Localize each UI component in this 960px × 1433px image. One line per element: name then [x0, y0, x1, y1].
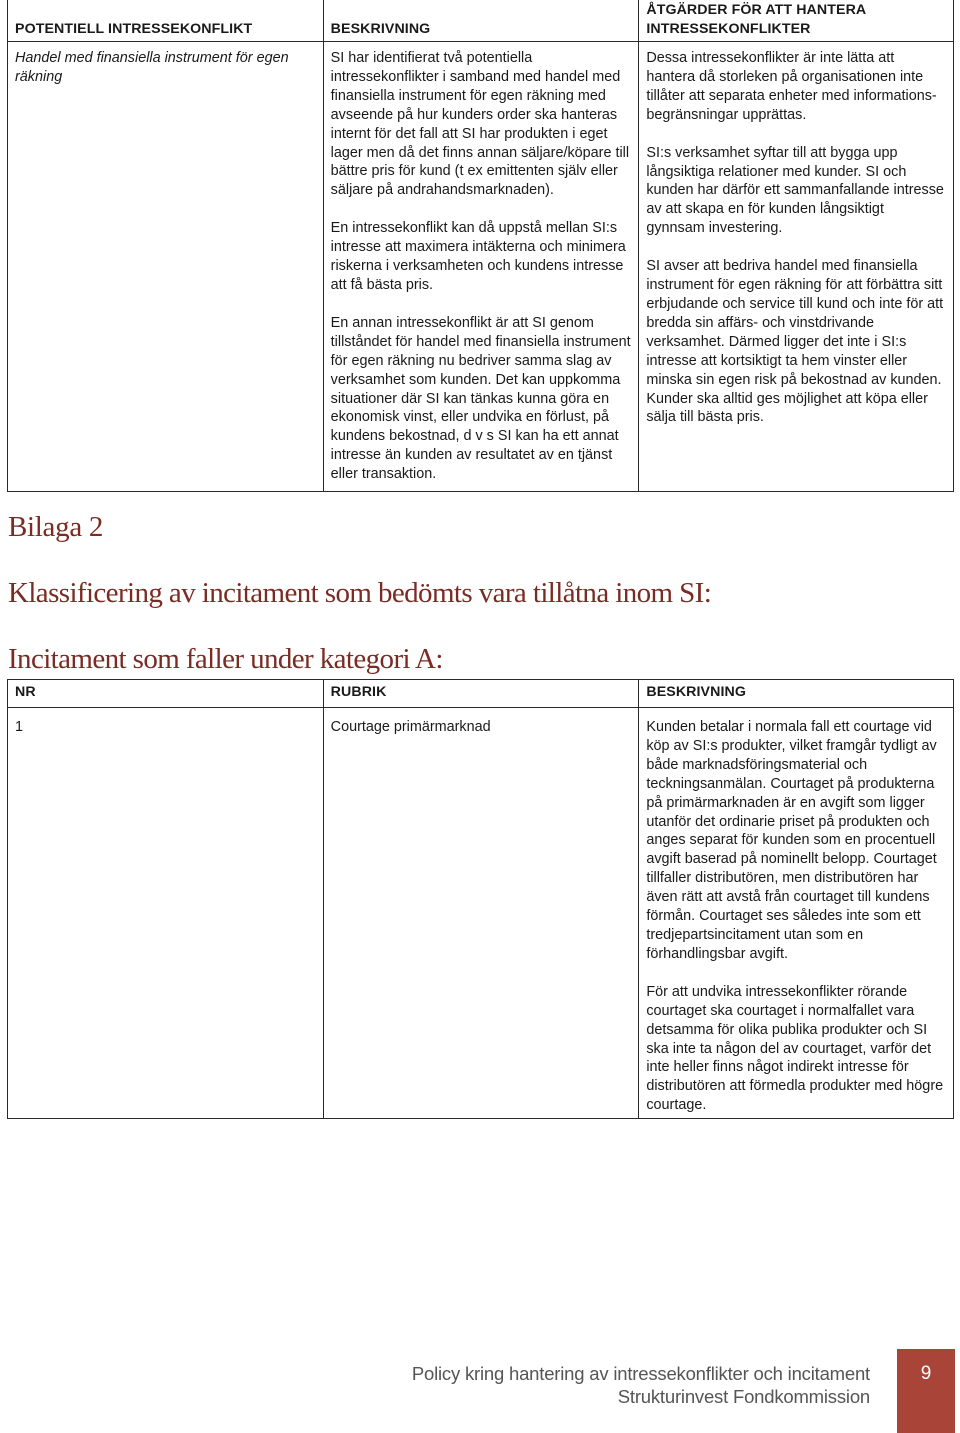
- section-heading: Klassificering av incitament som bedömts vara tillåtna inom SI:: [8, 577, 712, 609]
- incentive-nr: 1: [8, 708, 324, 1119]
- page-number: 9: [920, 1363, 932, 1384]
- subsection-heading: Incitament som faller under kategori A:: [8, 643, 443, 675]
- header-nr: NR: [8, 680, 324, 708]
- incentive-description-cell: [639, 708, 954, 1119]
- table-row: [8, 708, 954, 1119]
- description-paragraph: SI har identifierat två potentiella intressekonflikter i samband med handel med finansiella instrument för egen räkning med avseende på hur kunders order ska hanteras internt för det fall att SI har produkten i eget lager men då det finns annan säljare/köpare till bättre pris för kund (t ex emittenten själv eller säljare på andrahandsmarknaden).: [330, 50, 630, 199]
- conflict-description-cell: [323, 42, 639, 492]
- conflict-table-header-row: [8, 0, 954, 42]
- incentive-rubrik: Courtage primärmarknad: [323, 708, 639, 1119]
- incentive-table-header-row: [8, 680, 954, 708]
- measures-paragraph: SI avser att bedriva handel med finansiella instrument för egen räkning för att förbättra sitt erbjudande och service till kund och inte för att bredda sin affärs- och vinstdrivande verksamhet. Därmed ligger det inte i SI:s intresse att kortsiktigt ta hem vinster eller minska sin egen risk på bekostnad av kunden. Kunder ska alltid ges möjlighet att köpa eller sälja till bästa pris.: [646, 258, 944, 426]
- conflict-name: Handel med finansiella instrument för egen räkning: [8, 42, 324, 492]
- description-paragraph: En intressekonflikt kan då uppstå mellan SI:s intresse att maximera intäkterna och minimera riskerna i verksamheten och kundens intresse att få bästa pris.: [330, 220, 626, 293]
- conflict-measures-cell: [639, 42, 954, 492]
- conflict-table: [7, 0, 954, 492]
- measures-paragraph: SI:s verksamhet syftar till att bygga upp långsiktiga relationer med kunder. SI och kunden har därför ett sammanfallande intresse av att skapa en för kunden långsiktigt gynnsam investering.: [646, 144, 944, 237]
- header-beskrivning: BESKRIVNING: [639, 680, 954, 708]
- footer-document-title: Policy kring hantering av intressekonflikter och incitament: [411, 1363, 870, 1384]
- header-measures: ÅTGÄRDER FÖR ATT HANTERA INTRESSEKONFLIKTER: [639, 0, 954, 42]
- header-description: BESKRIVNING: [323, 0, 639, 42]
- measures-paragraph: Dessa intressekonflikter är inte lätta att hantera då storleken på organisationen inte tillåter att separata enheter med informations-begränsningar upprättas.: [646, 50, 937, 123]
- header-potential-conflict: POTENTIELL INTRESSEKONFLIKT: [8, 0, 324, 42]
- incentive-description-paragraph: Kunden betalar i normala fall ett courtage vid köp av SI:s produkter, vilket framgår tydligt av både marknadsföringsmaterial och teckningsanmälan. Courtaget på produkterna på primärmarknaden är en avgift som ligger utanför det ordinarie priset på produkten och anges separat för kunden som en procentuell avgift baserad på nominellt belopp. Courtaget tillfaller distributören, men distributören har även rätt att avstå från courtaget till kundens förmån. Courtaget ses således inte som ett tredjepartsincitament utan som en förhandlingsbar avgift.: [646, 719, 937, 962]
- page-number-box: [897, 1349, 955, 1433]
- incentive-table: [7, 679, 954, 1119]
- footer-company-name: Strukturinvest Fondkommission: [617, 1386, 870, 1407]
- header-rubrik: RUBRIK: [323, 680, 639, 708]
- conflict-table-row: [8, 42, 954, 492]
- incentive-description-paragraph: För att undvika intressekonflikter rörande courtaget ska courtaget i normalfallet vara detsamma för olika publika produkter och SI ska inte ta någon del av courtaget, varför det inte heller finns något indirekt intresse för distributören att förmedla produkter med högre courtage.: [646, 983, 944, 1114]
- description-paragraph: En annan intressekonflikt är att SI genom tillståndet för handel med finansiella instrument för egen räkning nu bedriver samma slag av verksamhet som kunden. Det kan uppkomma situationer där SI kan tänkas kunna göra en ekonomisk vinst, eller undvika en förlust, på kundens bekostnad, d v s SI kan ha ett annat intresse än kunden av resultatet av en tjänst eller transaktion.: [330, 314, 631, 483]
- appendix-label: Bilaga 2: [8, 511, 104, 543]
